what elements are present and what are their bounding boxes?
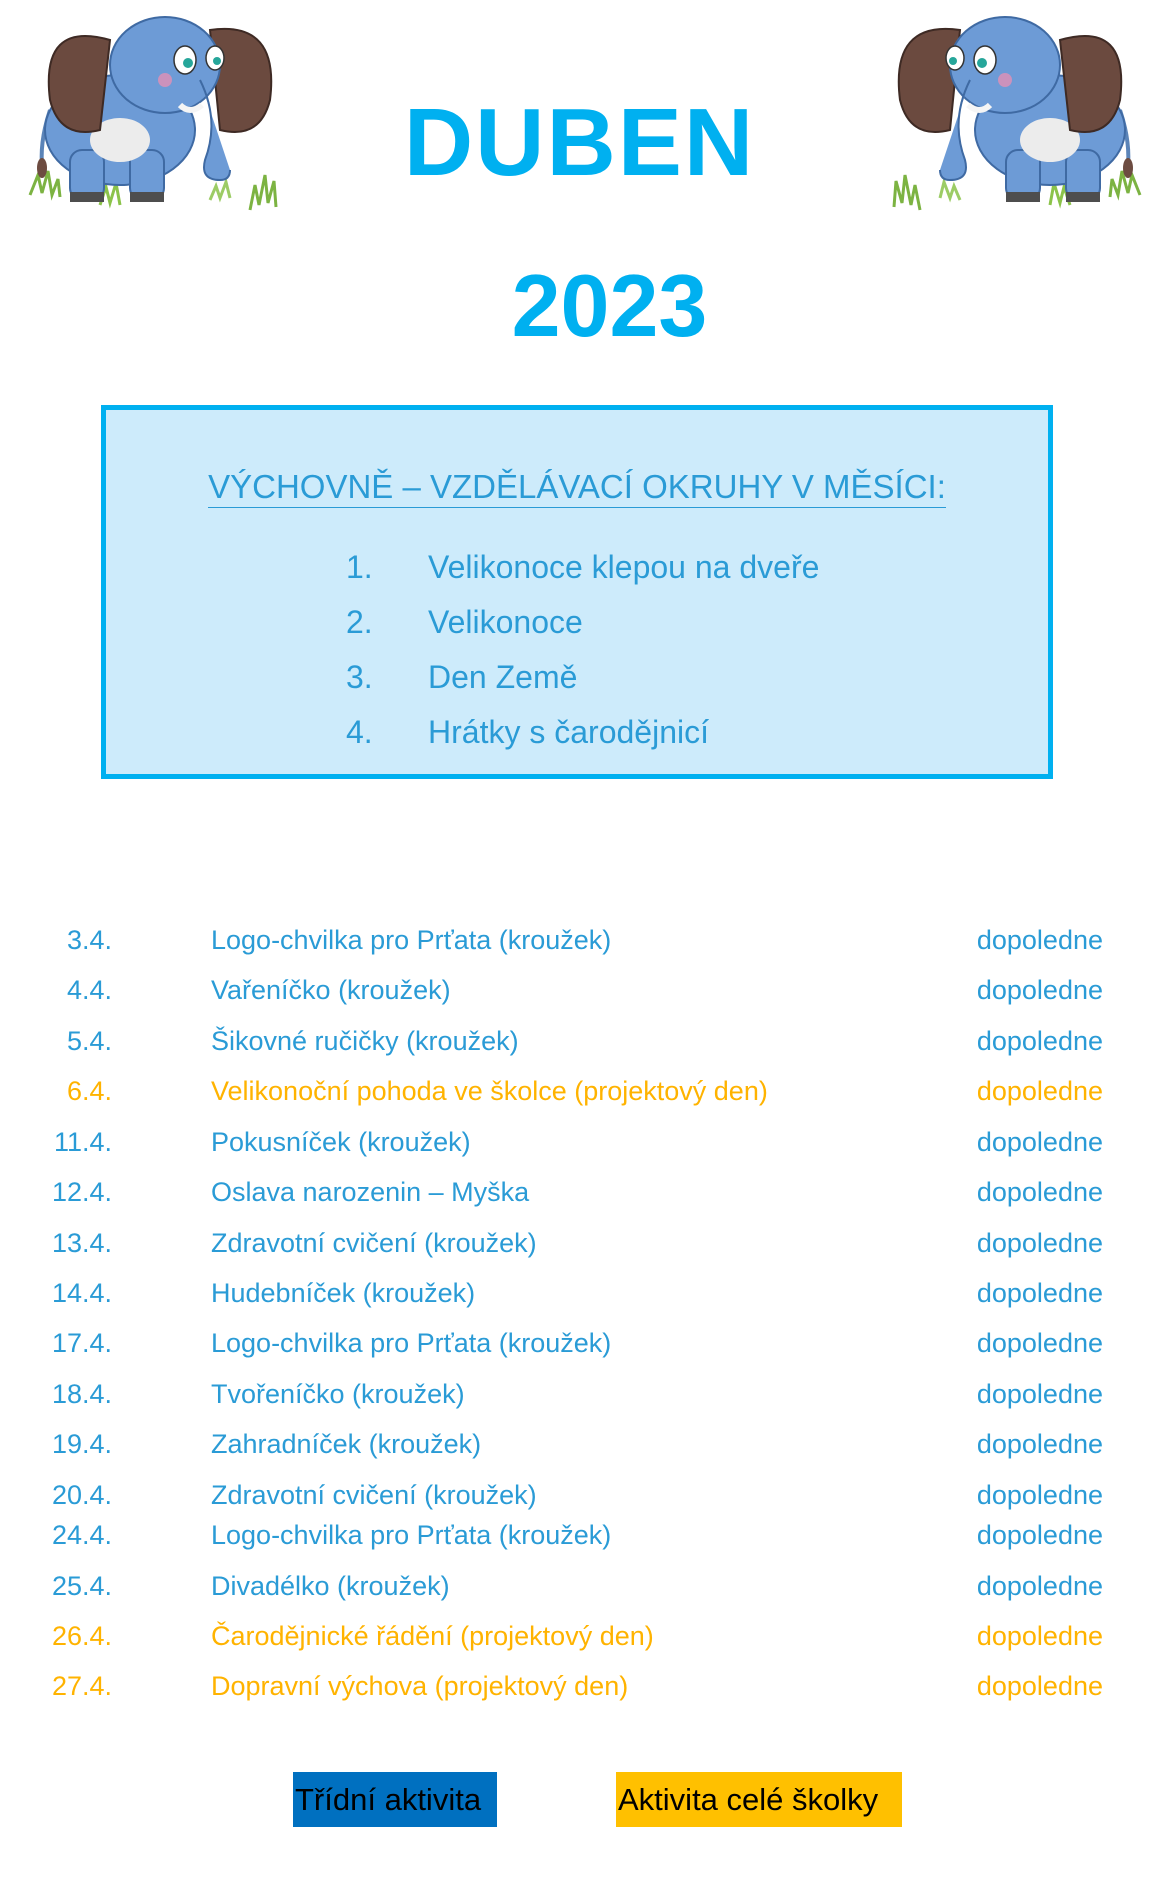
activity-date: 27.4. (51, 1671, 112, 1701)
activity-date: 12.4. (51, 1177, 112, 1207)
activity-time: dopoledne (976, 1228, 1103, 1258)
schedule-row (0, 1520, 1159, 1560)
topics-heading (106, 468, 1048, 506)
topic-item (346, 595, 819, 650)
topic-number: 1. (346, 549, 373, 585)
year-title: 2023 (511, 256, 708, 355)
schedule-row (0, 1026, 1159, 1066)
activity-date: 6.4. (66, 1076, 112, 1106)
activity-date: 20.4. (51, 1480, 112, 1510)
schedule-row (0, 1076, 1159, 1116)
activity-name: Logo-chvilka pro Prťata (kroužek) (211, 925, 612, 955)
activity-date: 11.4. (53, 1127, 112, 1157)
activity-name: Hudebníček (kroužek) (211, 1278, 476, 1308)
activity-time: dopoledne (976, 1571, 1103, 1601)
activity-time: dopoledne (976, 1127, 1103, 1157)
topic-number: 2. (346, 604, 373, 640)
activity-time: dopoledne (976, 925, 1103, 955)
topic-label: Velikonoce klepou na dveře (428, 549, 820, 585)
schedule-row (0, 1480, 1159, 1520)
activity-name: Velikonoční pohoda ve školce (projektový den) (211, 1076, 768, 1106)
schedule-row (0, 1621, 1159, 1661)
schedule-row (0, 1177, 1159, 1217)
activity-name: Oslava narozenin – Myška (211, 1177, 530, 1207)
schedule-row (0, 1228, 1159, 1268)
topic-item (346, 705, 819, 760)
schedule-row (0, 1328, 1159, 1368)
activity-name: Divadélko (kroužek) (211, 1571, 450, 1601)
activity-date: 14.4. (51, 1278, 112, 1308)
activity-name: Pokusníček (kroužek) (211, 1127, 471, 1157)
activity-date: 5.4. (66, 1026, 112, 1056)
schedule-row (0, 1127, 1159, 1167)
topic-number: 4. (346, 714, 373, 750)
activity-date: 3.4. (66, 925, 112, 955)
topic-item (346, 650, 819, 705)
activity-time: dopoledne (976, 1177, 1103, 1207)
activity-time: dopoledne (976, 1278, 1103, 1308)
activity-date: 4.4. (66, 975, 112, 1005)
schedule-row (0, 1379, 1159, 1419)
month-title: DUBEN (403, 89, 756, 196)
activity-name: Zdravotní cvičení (kroužek) (211, 1228, 537, 1258)
topic-label: Den Země (428, 659, 578, 695)
schedule-row (0, 1278, 1159, 1318)
topics-box (101, 405, 1053, 779)
topics-list (346, 540, 819, 760)
legend-school-activity: Aktivita celé školky (616, 1772, 902, 1827)
activity-time: dopoledne (976, 1328, 1103, 1358)
schedule-row (0, 925, 1159, 965)
activity-name: Logo-chvilka pro Prťata (kroužek) (211, 1520, 612, 1550)
activity-date: 18.4. (51, 1379, 112, 1409)
topics-heading-text: VÝCHOVNĚ – VZDĚLÁVACÍ OKRUHY V MĚSÍCI: (208, 468, 946, 508)
activity-name: Zdravotní cvičení (kroužek) (211, 1480, 537, 1510)
activity-time: dopoledne (976, 1621, 1103, 1651)
activity-date: 17.4. (51, 1328, 112, 1358)
activity-name: Šikovné ručičky (kroužek) (211, 1026, 519, 1056)
activity-name: Čarodějnické řádění (projektový den) (211, 1621, 654, 1651)
topic-item (346, 540, 819, 595)
schedule-row (0, 975, 1159, 1015)
schedule-row (0, 1571, 1159, 1611)
activity-name: Dopravní výchova (projektový den) (211, 1671, 629, 1701)
topic-label: Velikonoce (428, 604, 583, 640)
activity-time: dopoledne (976, 1076, 1103, 1106)
activity-time: dopoledne (976, 1026, 1103, 1056)
activity-time: dopoledne (976, 1429, 1103, 1459)
activity-date: 25.4. (51, 1571, 112, 1601)
activity-date: 19.4. (51, 1429, 112, 1459)
legend-class-activity: Třídní aktivita (293, 1772, 497, 1827)
activity-date: 24.4. (51, 1520, 112, 1550)
activity-name: Vařeníčko (kroužek) (211, 975, 451, 1005)
topic-label: Hrátky s čarodějnicí (428, 714, 709, 750)
schedule-row (0, 1671, 1159, 1711)
activity-time: dopoledne (976, 1379, 1103, 1409)
activity-time: dopoledne (976, 1520, 1103, 1550)
activity-time: dopoledne (976, 975, 1103, 1005)
activity-name: Zahradníček (kroužek) (211, 1429, 482, 1459)
schedule-row (0, 1429, 1159, 1469)
activity-time: dopoledne (976, 1671, 1103, 1701)
activity-name: Tvořeníčko (kroužek) (211, 1379, 465, 1409)
activity-time: dopoledne (976, 1480, 1103, 1510)
activity-date: 26.4. (51, 1621, 112, 1651)
topic-number: 3. (346, 659, 373, 695)
activity-date: 13.4. (51, 1228, 112, 1258)
activity-name: Logo-chvilka pro Prťata (kroužek) (211, 1328, 612, 1358)
